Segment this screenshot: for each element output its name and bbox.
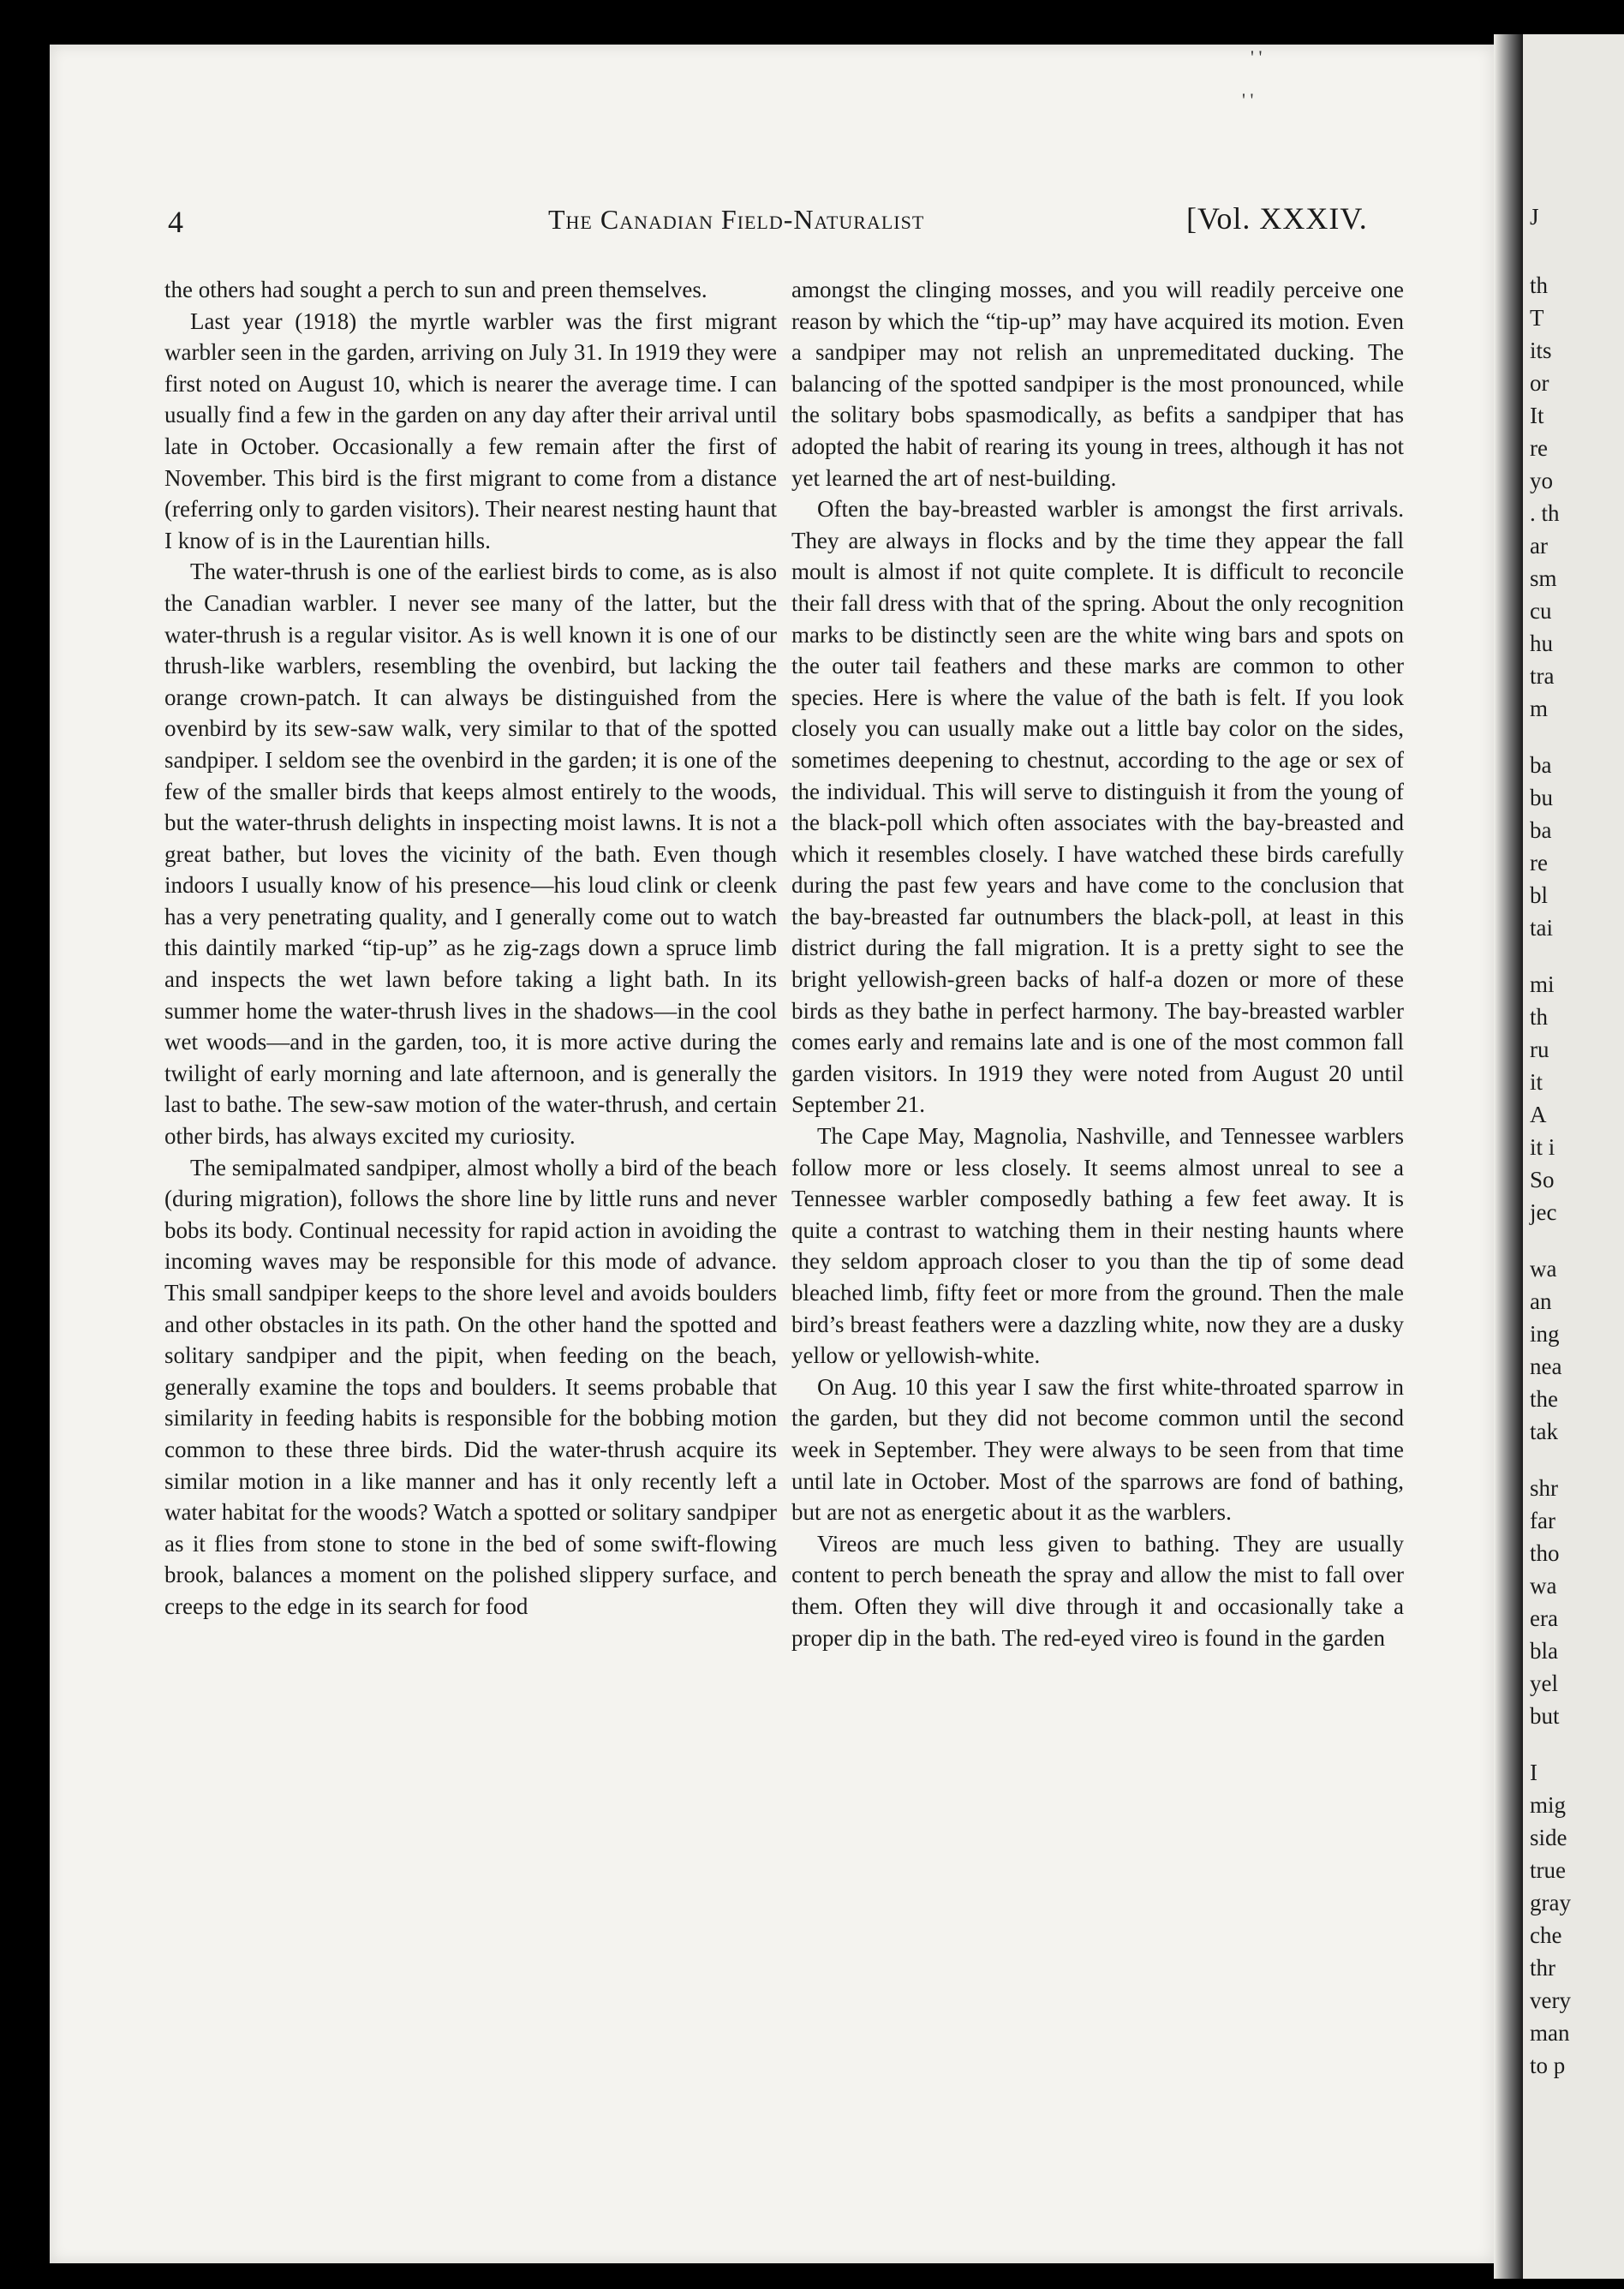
facing-page-fragment: ing — [1530, 1321, 1560, 1347]
facing-page-fragment: jec — [1530, 1199, 1557, 1225]
facing-page-fragment: man — [1530, 2020, 1570, 2046]
facing-page-fragment: mi — [1530, 971, 1555, 997]
facing-page-fragment: or — [1530, 370, 1549, 396]
facing-page-fragment: T — [1530, 305, 1544, 331]
facing-page-fragment: wa — [1530, 1573, 1557, 1599]
facing-page-fragment: th — [1530, 1004, 1549, 1030]
facing-page-fragment: . th — [1530, 500, 1560, 526]
facing-page-fragment: true — [1530, 1857, 1566, 1883]
facing-page-fragment: sm — [1530, 565, 1557, 591]
facing-page-fragment: ba — [1530, 817, 1552, 843]
facing-page-fragment: re — [1530, 850, 1548, 876]
facing-page-fragment: but — [1530, 1703, 1560, 1729]
facing-page-fragment: ru — [1530, 1037, 1549, 1062]
page-number: 4 — [168, 205, 183, 239]
right-column — [791, 274, 1404, 1653]
facing-page-fragment: era — [1530, 1605, 1558, 1631]
paragraph: Last year (1918) the myrtle warbler was the first migrant warbler seen in the garden, arriving on July 31. In 1919 they were first noted on August 10, which is nearer the average time. I can usually find a few in the garden on any day after their arrival until late in October. Occasionally a few remain after the first of November. This bird is the first migrant to come from a distance (referring only to garden visitors). Their nearest nesting haunt that I know of is in the Laurentian hills. — [164, 308, 777, 553]
running-title: The Canadian Field-Naturalist — [548, 204, 925, 235]
facing-page-fragment: J — [1530, 204, 1539, 230]
facing-page-fragment: A — [1530, 1102, 1547, 1127]
facing-page-fragment: tra — [1530, 663, 1555, 689]
facing-page-fragment: gray — [1530, 1890, 1571, 1915]
facing-page-fragment: So — [1530, 1167, 1555, 1192]
facing-page-fragment: bla — [1530, 1638, 1558, 1664]
margin-mark: ' ' — [1242, 89, 1254, 111]
facing-page-fragment: it — [1530, 1069, 1543, 1095]
facing-page-fragment: an — [1530, 1288, 1552, 1314]
facing-page-fragment: che — [1530, 1922, 1562, 1948]
facing-page-fragment: ba — [1530, 752, 1552, 778]
paragraph: On Aug. 10 this year I saw the first white-throated sparrow in the garden, but they did not become common until the second week in September. They were always to be seen from that time until late in October. Most of the sparrows are fond of bathing, but are not as energetic about it as the warblers. — [791, 1373, 1404, 1526]
paragraph: the others had sought a perch to sun and preen themselves. — [164, 277, 708, 302]
facing-page-fragment: mig — [1530, 1792, 1567, 1818]
facing-page-fragment: yel — [1530, 1670, 1558, 1696]
facing-page-fragment: side — [1530, 1825, 1567, 1850]
paragraph: The water-thrush is one of the earliest birds to come, as is also the Canadian warbler. I never see many of the latter, but the water-thrush is a regular visitor. As is well known it is one of our thrush-like warblers, resembling the ovenbird, but lacking the orange crown-patch. It can always be distinguished from the ovenbird by its sew-saw walk, very similar to that of the spotted sandpiper. I seldom see the ovenbird in the garden; it is one of the few of the smaller birds that keeps almost entirely to the woods, but the water-thrush delights in inspecting moist lawns. It is not a great bather, but loves the vicinity of the bath. Even though indoors I usually know of his presence—his loud clink or cleenk has a very penetrating quality, and I generally come out to watch this daintily marked “tip-up” as he zig-zags down a spruce limb and inspects the wet lawn before taking a light bath. In its summer home the water-thrush lives in the shadows—in the cool wet woods—and in the garden, too, it is more active during the twilight of early morning and late afternoon, and is generally the last to bathe. The sew-saw motion of the water-thrush, and certain other birds, has always excited my curiosity. — [164, 559, 777, 1150]
paragraph: Vireos are much less given to bathing. They are usually content to perch beneath the spray and allow the mist to fall over them. Often they will dive through it and occasionally take a proper dip in the bath. The red-eyed vireo is found in the garden — [791, 1530, 1404, 1651]
facing-page-fragment: cu — [1530, 598, 1552, 624]
facing-page-fragment: th — [1530, 272, 1549, 298]
facing-page-fragment: m — [1530, 696, 1549, 721]
page-gutter — [1494, 34, 1523, 2279]
facing-page-fragment: shr — [1530, 1475, 1558, 1501]
left-column — [164, 274, 777, 1623]
facing-page-fragment: hu — [1530, 631, 1553, 656]
facing-page-fragment: I — [1530, 1760, 1537, 1785]
facing-page-fragment: its — [1530, 338, 1552, 363]
facing-page-fragment: far — [1530, 1508, 1555, 1533]
facing-page-fragment: bu — [1530, 785, 1553, 810]
facing-page-fragment: very — [1530, 1987, 1571, 2013]
facing-page-fragment: to p — [1530, 2053, 1566, 2078]
paragraph: The Cape May, Magnolia, Nashville, and Tennessee warblers follow more or less closely. It seems almost unreal to see a Tennessee warbler composedly bathing a few feet away. It is quite a contrast to watching them in their nesting haunts where they seldom approach closer to you than the tip of some dead bleached limb, fifty feet or more from the ground. Then the male bird’s breast feathers were a dazzling white, now they are a dusky yellow or yellowish-white. — [791, 1123, 1404, 1369]
volume-label: [Vol. XXXIV. — [1186, 201, 1368, 236]
facing-page-fragment: tai — [1530, 915, 1553, 941]
facing-page-fragment: tak — [1530, 1419, 1558, 1444]
paragraph: The semipalmated sandpiper, almost wholly a bird of the beach (during migration), follows the shore line by little runs and never bobs its body. Continual necessity for rapid action in avoiding the incoming waves may be responsible for this mode of advance. This small sandpiper keeps to the shore level and avoids boulders and other obstacles in its path. On the other hand the spotted and solitary sandpiper and the pipit, when feeding on the beach, generally examine the tops and boulders. It seems probable that similarity in feeding habits is responsible for the bobbing motion common to these three birds. Did the water-thrush acquire its similar motion in a like manner and has it only recently left a water habitat for the woods? Watch a spotted or solitary sandpiper as it flies from stone to stone in the bed of some swift-flowing brook, balances a moment on the polished slippery surface, and creeps to the edge in its search for food — [164, 1154, 777, 1619]
facing-page-fragment: re — [1530, 435, 1548, 461]
facing-page-fragment: tho — [1530, 1540, 1560, 1566]
facing-page-fragment: bl — [1530, 882, 1549, 908]
facing-page-fragment: wa — [1530, 1256, 1557, 1282]
facing-page-fragment: yo — [1530, 468, 1553, 493]
facing-page-fragment: the — [1530, 1386, 1558, 1412]
facing-page-fragment: It — [1530, 403, 1544, 428]
paragraph: amongst the clinging mosses, and you will readily perceive one reason by which the “tip-up” may have acquired its motion. Even a sandpiper may not relish an unpremeditated ducking. The balancing of the spotted sandpiper is the most pronounced, while the solitary bobs spasmodically, as befits a sandpiper that has adopted the habit of rearing its young in trees, although it has not yet learned the art of nest-building. — [791, 277, 1404, 491]
facing-page-fragment: nea — [1530, 1354, 1562, 1379]
facing-page-fragment: it i — [1530, 1134, 1555, 1160]
margin-mark: ' ' — [1251, 46, 1263, 68]
facing-page-fragment: ar — [1530, 533, 1548, 559]
facing-page-fragment: thr — [1530, 1955, 1555, 1981]
paragraph: Often the bay-breasted warbler is amongst the first arrivals. They are always in flocks and by the time they appear the fall moult is almost if not quite complete. It is difficult to reconcile their fall dress with that of the spring. About the only recognition marks to be distinctly seen are the white wing bars and spots on the outer tail feathers and these marks are common to other species. Here is where the value of the bath is felt. If you look closely you can usually make out a little bay color on the sides, sometimes deepening to chestnut, according to the age or sex of the individual. This will serve to distinguish it from the young of the black-poll which often associates with the bay-breasted and which it resembles closely. I have watched these birds carefully during the past few years and have come to the conclusion that the bay-breasted far outnumbers the black-poll, at least in this district during the fall migration. It is a pretty sight to see the bright yellowish-green backs of half-a dozen or more of these birds as they bathe in perfect harmony. The bay-breasted warbler comes early and remains late and is one of the most common fall garden visitors. In 1919 they were noted from August 20 until September 21. — [791, 496, 1404, 1118]
